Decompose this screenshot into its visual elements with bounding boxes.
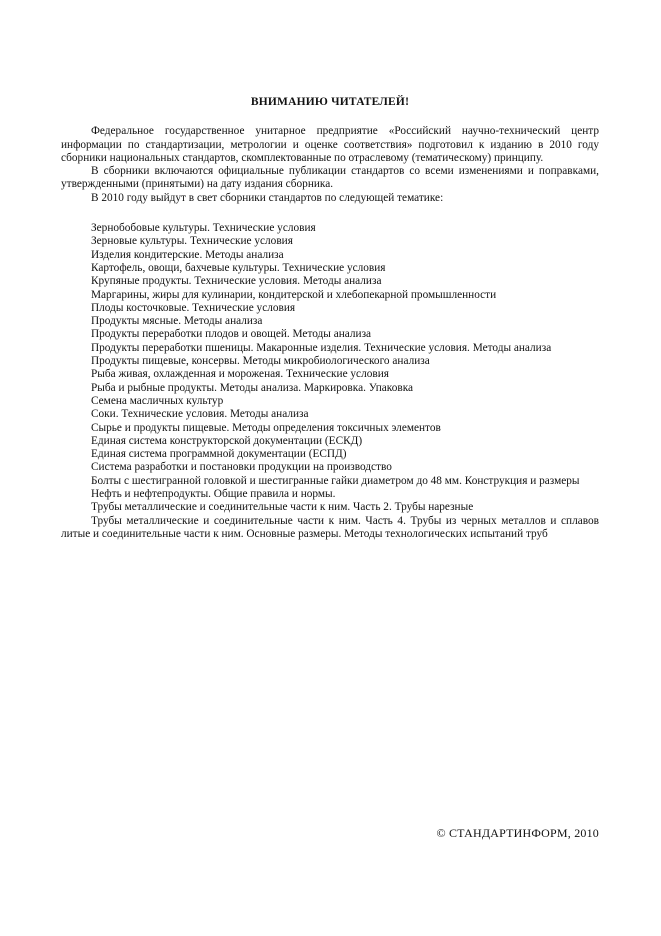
list-item: Рыба живая, охлажденная и мороженая. Технические условия	[91, 368, 389, 381]
list-item: Крупяные продукты. Технические условия. Методы анализа	[91, 275, 382, 288]
list-item: Единая система программной документации (ЕСПД)	[91, 448, 347, 461]
topics-intro-paragraph: В 2010 году выйдут в свет сборники стандартов по следующей тематике:	[91, 191, 444, 204]
page-title: ВНИМАНИЮ ЧИТАТЕЛЕЙ!	[250, 96, 410, 108]
list-item: Зерновые культуры. Технические условия	[91, 235, 293, 248]
copyright-notice: © СТАНДАРТИНФОРМ, 2010	[436, 826, 599, 840]
list-item: Продукты переработки пшеницы. Макаронные изделия. Технические условия. Методы анализа	[91, 341, 552, 354]
list-item: Плоды косточковые. Технические условия	[91, 301, 296, 314]
list-item: Семена масличных культур	[91, 394, 224, 407]
list-item: Маргарины, жиры для кулинарии, кондитерской и хлебопекарной промышленности	[91, 288, 497, 301]
list-item: Зернобобовые культуры. Технические условия	[91, 222, 316, 235]
list-item: Продукты переработки плодов и овощей. Методы анализа	[91, 328, 372, 341]
list-item: Рыба и рыбные продукты. Методы анализа. Маркировка. Упаковка	[91, 381, 414, 394]
list-item: Сырье и продукты пищевые. Методы определения токсичных элементов	[91, 421, 441, 434]
list-item: Продукты мясные. Методы анализа	[91, 315, 263, 328]
list-item: Изделия кондитерские. Методы анализа	[91, 248, 284, 261]
list-item: Продукты пищевые, консервы. Методы микробиологического анализа	[91, 355, 430, 368]
intro-paragraph: Федеральное государственное унитарное предприятие «Российский научно-технический центр информации по стандартизации, метрологии и оценке соответствия» подготовил к изданию в 2010 году сборники национальных стандартов, скомплектованные по отраслевому (тематическому) принципу.	[61, 125, 599, 164]
list-item: Соки. Технические условия. Методы анализа	[91, 408, 309, 421]
list-item: Трубы металлические и соединительные части к ним. Часть 4. Трубы из черных металлов и сплавов литые и соединительные части к ним. Основные размеры. Методы технологических испытаний труб	[61, 514, 599, 540]
list-item: Картофель, овощи, бахчевые культуры. Технические условия	[91, 261, 386, 274]
list-item: Единая система конструкторской документации (ЕСКД)	[91, 434, 363, 447]
list-item: Система разработки и постановки продукции на производство	[91, 461, 392, 474]
list-item: Болты с шестигранной головкой и шестигранные гайки диаметром до 48 мм. Конструкция и размеры	[91, 474, 580, 487]
document-body	[61, 96, 599, 541]
collections-list	[61, 222, 599, 541]
amendments-paragraph: В сборники включаются официальные публикации стандартов со всеми изменениями и поправками, утвержденными (принятыми) на дату издания сборника.	[61, 165, 599, 191]
list-item: Трубы металлические и соединительные части к ним. Часть 2. Трубы нарезные	[91, 501, 474, 514]
list-item: Нефть и нефтепродукты. Общие правила и нормы.	[91, 488, 336, 501]
